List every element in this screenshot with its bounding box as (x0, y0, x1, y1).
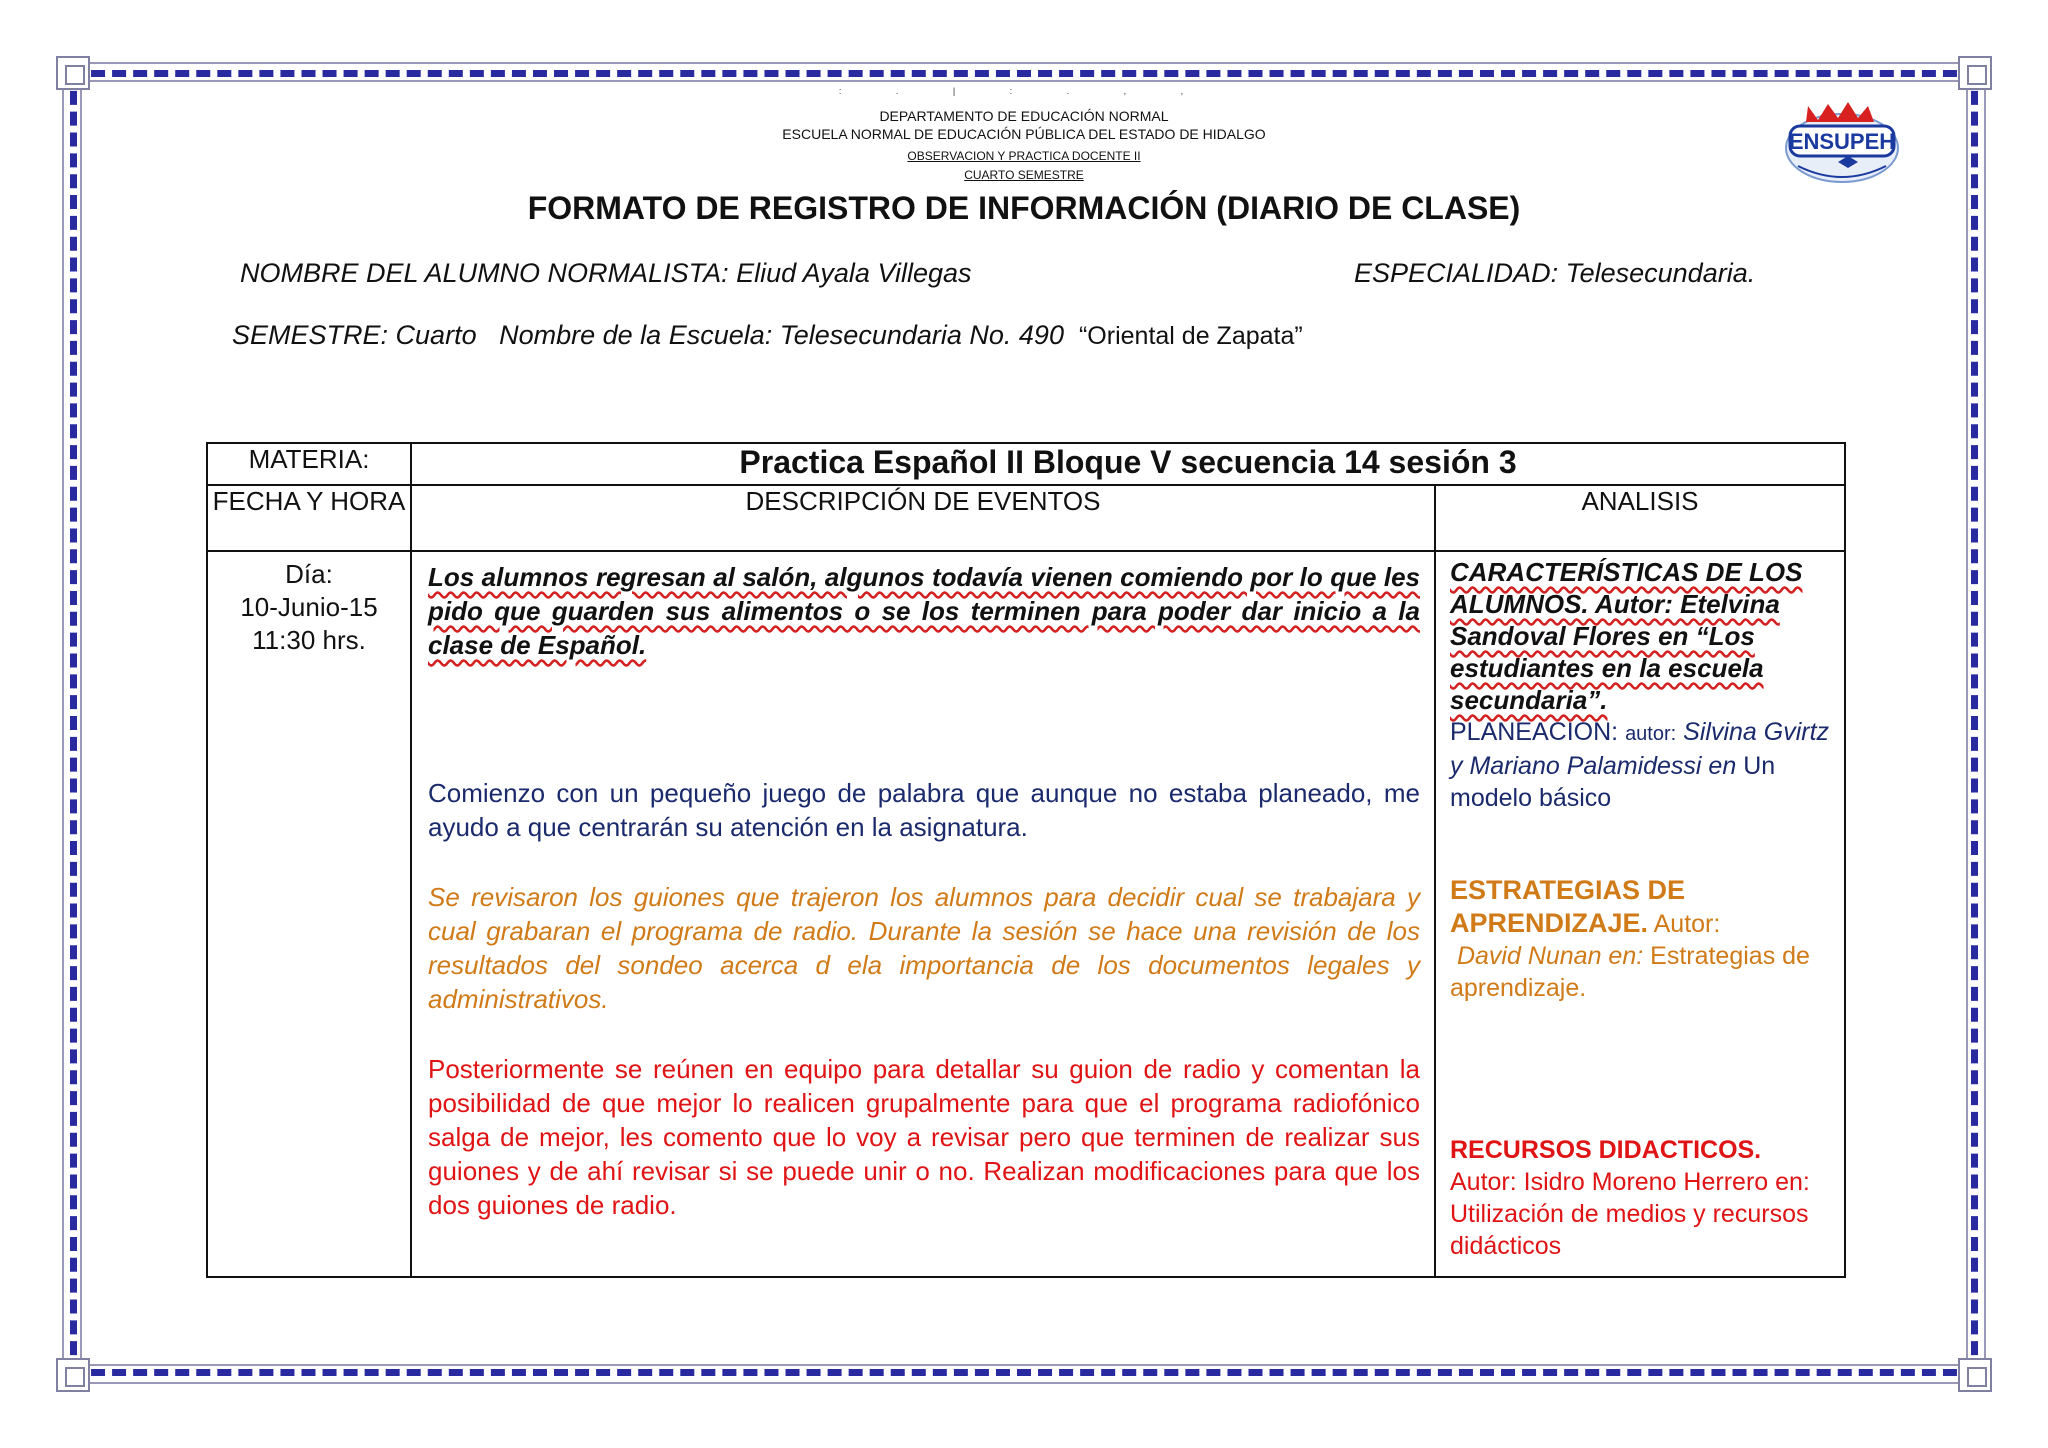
specialty-line (1354, 258, 1755, 289)
materia-label: MATERIA: (207, 443, 411, 485)
recursos-title: RECURSOS DIDACTICOS. (1450, 1136, 1762, 1164)
specialty-value: Telesecundaria. (1565, 258, 1756, 288)
student-name-label: NOMBRE DEL ALUMNO NORMALISTA: (240, 258, 729, 288)
school-label: Nombre de la Escuela: (499, 320, 773, 350)
date-cell (207, 551, 411, 1277)
semester-label: SEMESTRE: (232, 320, 389, 350)
class-diary-table (206, 442, 1846, 1278)
analysis-estrategias (1450, 874, 1834, 1004)
recursos-text: Autor: Isidro Moreno Herrero en: Utilización de medios y recursos didácticos (1450, 1168, 1810, 1260)
column-header-fecha: FECHA Y HORA (207, 485, 411, 551)
school-name-quoted: “Oriental de Zapata” (1078, 322, 1303, 350)
frame-corner-bottom-right (1958, 1358, 1992, 1392)
description-paragraph-4: Posteriormente se reúnen en equipo para detallar su guion de radio y comentan la posibilidad de que mejor lo realicen grupalmente para que el programa radiofónico salga de mejor, les comento que lo voy a revisar pero que terminen de realizar sus guiones y de ahí revisar si se puede unir o no. Realizan modificaciones para que los dos guiones de radio. (428, 1054, 1420, 1220)
planeacion-label: PLANEACION: (1450, 718, 1619, 746)
semester-school-line (232, 320, 1303, 351)
semester-name: CUARTO SEMESTRE (964, 168, 1084, 182)
specialty-label: ESPECIALIDAD: (1354, 258, 1559, 288)
student-name-line (240, 258, 972, 289)
analysis-cell (1435, 551, 1845, 1277)
time-value: 11:30 hrs. (252, 625, 366, 655)
svg-text:ENSUPEH: ENSUPEH (1788, 129, 1896, 154)
estrategias-work: Estrategias de aprendizaje. (1450, 942, 1810, 1002)
date-day-label: Día: (285, 559, 333, 589)
materia-value: Practica Español II Bloque V secuencia 14 sesión 3 (411, 443, 1845, 485)
header-dots: : . | : . , , (838, 86, 1210, 96)
description-paragraph-3: Se revisaron los guiones que trajeron los alumnos para decidir cual se trabajara y cual grabaran el programa de radio. Durante la sesión se hace una revisión de los resultados del sondeo acerca d ela importancia de los documentos legales y administrativos. (428, 882, 1420, 1014)
frame-corner-top-right (1958, 56, 1992, 90)
student-name-value: Eliud Ayala Villegas (736, 258, 972, 288)
frame-corner-bottom-left (56, 1358, 90, 1392)
planeacion-work: Un modelo básico (1450, 752, 1776, 812)
estrategias-author: David Nunan en: (1456, 942, 1644, 970)
estrategias-title: ESTRATEGIAS DE APRENDIZAJE. (1450, 875, 1686, 938)
planeacion-autor-label: autor: (1625, 723, 1677, 745)
school-value: Telesecundaria No. 490 (779, 320, 1064, 350)
ensupeh-logo (1778, 96, 1902, 188)
analysis-planeacion (1450, 716, 1834, 814)
course-name: OBSERVACION Y PRACTICA DOCENTE II (907, 149, 1141, 163)
date-value: 10-Junio-15 (240, 592, 378, 622)
frame-corner-top-left (56, 56, 90, 90)
description-paragraph-2: Comienzo con un pequeño juego de palabra que aunque no estaba planeado, me ayudo a que centrarán su atención en la asignatura. (428, 778, 1420, 842)
description-cell (411, 551, 1435, 1277)
analysis-recursos (1450, 1134, 1834, 1262)
school-name: ESCUELA NORMAL DE EDUCACIÓN PÚBLICA DEL ESTADO DE HIDALGO (782, 126, 1266, 142)
column-header-analisis: ANALISIS (1435, 485, 1845, 551)
page-title: FORMATO DE REGISTRO DE INFORMACIÓN (DIARIO DE CLASE) (527, 190, 1521, 226)
column-header-descripcion: DESCRIPCIÓN DE EVENTOS (411, 485, 1435, 551)
semester-value: Cuarto (395, 320, 477, 350)
estrategias-autor-label: Autor: (1653, 910, 1721, 938)
analysis-caracteristicas: CARACTERÍSTICAS DE LOS ALUMNOS. Autor: Etelvina Sandoval Flores en “Los estudiantes en la escuela secundaria”. (1450, 557, 1803, 715)
department-name: DEPARTAMENTO DE EDUCACIÓN NORMAL (879, 108, 1169, 124)
description-paragraph-1: Los alumnos regresan al salón, algunos todavía vienen comiendo por lo que les pido que guarden sus alimentos o se los terminen para poder dar inicio a la clase de Español. (428, 562, 1420, 660)
planeacion-authors: Silvina Gvirtz y Mariano Palamidessi en (1450, 718, 1830, 780)
